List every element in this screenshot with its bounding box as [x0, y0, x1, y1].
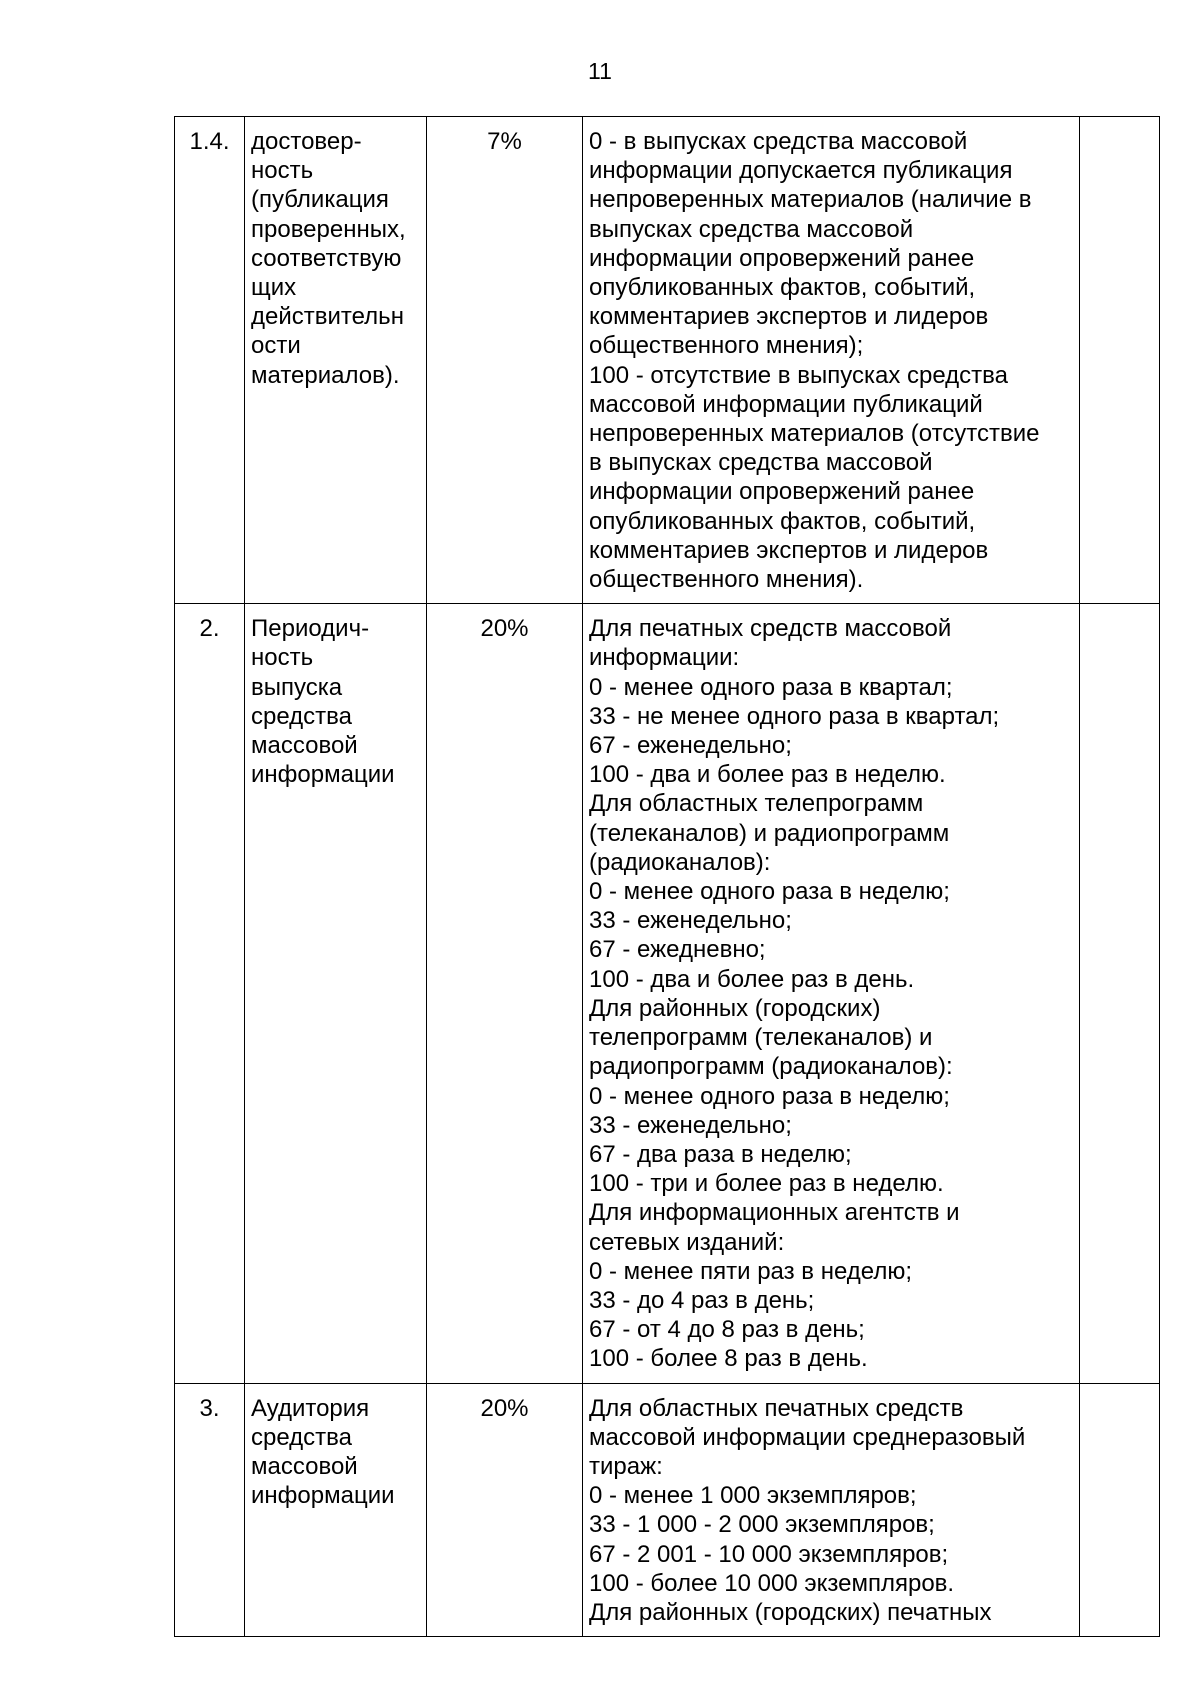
criterion-description-line: общественного мнения).	[589, 566, 864, 594]
criterion-name-line: массовой	[251, 1452, 358, 1480]
criterion-name	[245, 117, 427, 604]
criterion-weight: 7%	[427, 117, 583, 604]
criterion-name-line: Аудитория	[251, 1394, 370, 1422]
criterion-description-line: Для районных (городских) печатных	[589, 1598, 992, 1626]
criterion-weight: 20%	[427, 604, 583, 1383]
criterion-number: 2.	[175, 604, 245, 1383]
criterion-name-line: информации	[251, 1482, 395, 1510]
empty-cell	[1080, 604, 1160, 1383]
criterion-description-line: опубликованных фактов, событий,	[589, 274, 976, 302]
table-row	[175, 117, 1160, 604]
criterion-description-line: 33 - 1 000 - 2 000 экземпляров;	[589, 1511, 935, 1539]
criterion-description-line: общественного мнения);	[589, 332, 864, 360]
criterion-name-line: средства	[251, 702, 352, 730]
criterion-description-line: Для информационных агентств и	[589, 1199, 960, 1227]
criterion-name-line: ность	[251, 157, 314, 185]
criterion-description-line: 100 - два и более раз в неделю.	[589, 761, 946, 789]
criterion-description-line: 67 - от 4 до 8 раз в день;	[589, 1316, 865, 1344]
criterion-description-line: информации допускается публикация	[589, 157, 1013, 185]
criterion-description-line: сетевых изданий:	[589, 1228, 785, 1256]
table-row	[175, 604, 1160, 1383]
criterion-number: 1.4.	[175, 117, 245, 604]
criterion-description-line: 0 - менее одного раза в квартал;	[589, 673, 953, 701]
criterion-description-line: 33 - до 4 раз в день;	[589, 1286, 815, 1314]
criterion-name-line: соответствую	[251, 244, 402, 272]
criterion-name-line: проверенных,	[251, 215, 406, 243]
criterion-description-line: радиопрограмм (радиоканалов):	[589, 1053, 953, 1081]
criterion-description-line: информации опровержений ранее	[589, 478, 975, 506]
criterion-description-line: 33 - еженедельно;	[589, 907, 792, 935]
criterion-description-line: телепрограмм (телеканалов) и	[589, 1024, 933, 1052]
criterion-name-line: щих	[251, 274, 297, 302]
criterion-description-line: 0 - менее одного раза в неделю;	[589, 878, 950, 906]
criterion-description-line: опубликованных фактов, событий,	[589, 507, 976, 535]
criterion-weight: 20%	[427, 1383, 583, 1637]
criterion-name-line: Периодич-	[251, 615, 370, 643]
criterion-description-line: 100 - более 10 000 экземпляров.	[589, 1569, 955, 1597]
criterion-description-line: (радиоканалов):	[589, 848, 771, 876]
criterion-description-line: Для районных (городских)	[589, 994, 881, 1022]
criterion-description	[583, 1383, 1080, 1637]
criterion-name-line: действительн	[251, 303, 404, 331]
criterion-description-line: (телеканалов) и радиопрограмм	[589, 819, 950, 847]
criterion-description-line: 100 - отсутствие в выпусках средства	[589, 361, 1008, 389]
empty-cell	[1080, 117, 1160, 604]
criterion-description-line: 0 - менее пяти раз в неделю;	[589, 1257, 913, 1285]
criterion-description-line: комментариев экспертов и лидеров	[589, 536, 989, 564]
criterion-description-line: Для печатных средств массовой	[589, 615, 952, 643]
criterion-description-line: 33 - не менее одного раза в квартал;	[589, 702, 1000, 730]
criterion-description-line: информации:	[589, 644, 740, 672]
criterion-name-line: выпуска	[251, 673, 343, 701]
criterion-name-line: массовой	[251, 732, 358, 760]
criterion-description-line: выпусках средства массовой	[589, 215, 914, 243]
criterion-description-line: 100 - два и более раз в день.	[589, 965, 915, 993]
criterion-description-line: массовой информации среднеразовый	[589, 1423, 1026, 1451]
criterion-description-line: 67 - ежедневно;	[589, 936, 766, 964]
criterion-description-line: 100 - более 8 раз в день.	[589, 1345, 868, 1373]
criterion-name-line: информации	[251, 761, 395, 789]
page-number: 11	[588, 58, 612, 84]
criterion-description-line: Для областных печатных средств	[589, 1394, 964, 1422]
criterion-description-line: непроверенных материалов (отсутствие	[589, 420, 1040, 448]
criterion-name-line: достовер-	[251, 128, 362, 155]
criterion-description	[583, 117, 1080, 604]
criterion-description-line: 67 - два раза в неделю;	[589, 1140, 852, 1168]
criterion-description-line: комментариев экспертов и лидеров	[589, 303, 989, 331]
criterion-name-line: средства	[251, 1423, 352, 1451]
criterion-description-line: Для областных телепрограмм	[589, 790, 924, 818]
criterion-description-line: тираж:	[589, 1452, 663, 1480]
criterion-description	[583, 604, 1080, 1383]
criteria-table	[174, 116, 1160, 1637]
criterion-description-line: информации опровержений ранее	[589, 244, 975, 272]
criterion-name-line: ости	[251, 332, 301, 360]
criterion-name	[245, 1383, 427, 1637]
criterion-description-line: 33 - еженедельно;	[589, 1111, 792, 1139]
criterion-name-line: ность	[251, 644, 314, 672]
criterion-description-line: 0 - менее одного раза в неделю;	[589, 1082, 950, 1110]
criterion-description-line: 67 - еженедельно;	[589, 732, 792, 760]
criterion-description-line: 0 - менее 1 000 экземпляров;	[589, 1482, 917, 1510]
criterion-number: 3.	[175, 1383, 245, 1637]
criterion-description-line: непроверенных материалов (наличие в	[589, 186, 1032, 214]
criterion-name-line: материалов).	[251, 361, 400, 389]
criterion-description-line: 0 - в выпусках средства массовой	[589, 128, 968, 155]
criterion-description-line: массовой информации публикаций	[589, 390, 983, 418]
criterion-description-line: 100 - три и более раз в неделю.	[589, 1170, 944, 1198]
empty-cell	[1080, 1383, 1160, 1637]
criterion-description-line: 67 - 2 001 - 10 000 экземпляров;	[589, 1540, 949, 1568]
criterion-name	[245, 604, 427, 1383]
table-row	[175, 1383, 1160, 1637]
criteria-table-body	[175, 117, 1160, 1637]
criterion-name-line: (публикация	[251, 186, 389, 214]
criterion-description-line: в выпусках средства массовой	[589, 449, 933, 477]
